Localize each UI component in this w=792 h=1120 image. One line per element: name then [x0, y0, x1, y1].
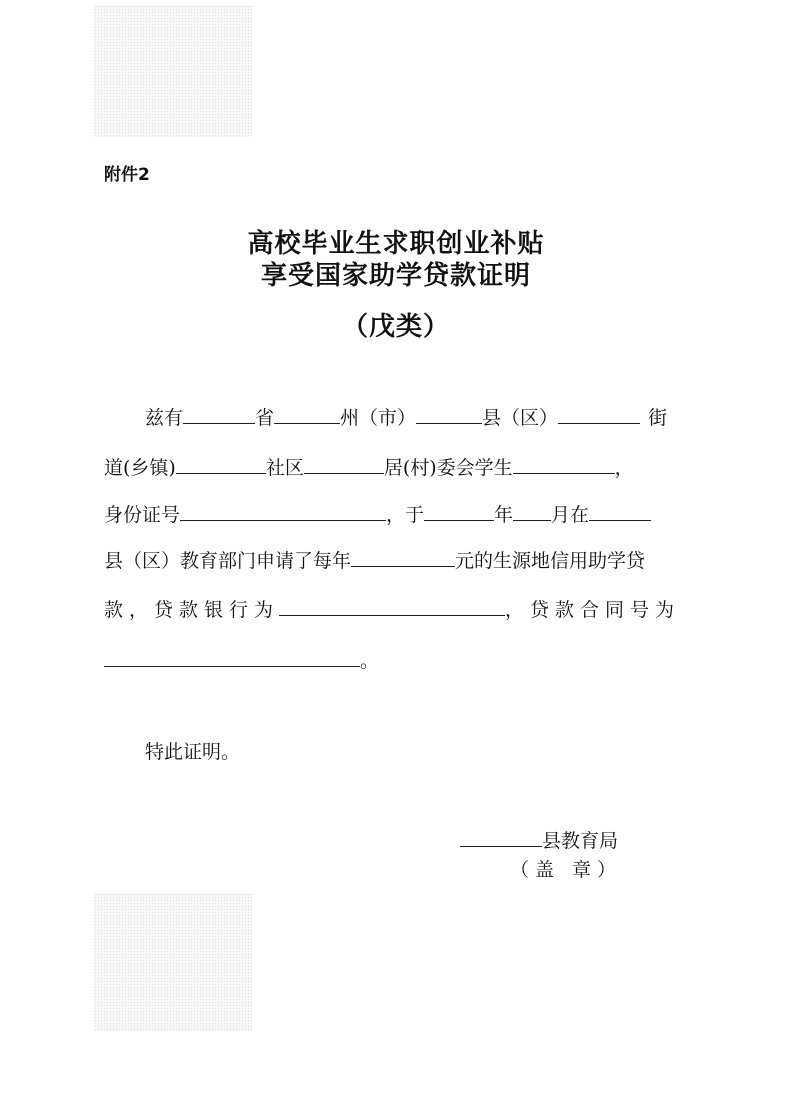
student-name-blank [513, 455, 615, 474]
scan-texture-top [94, 5, 252, 137]
body-text: 身份证号 [104, 504, 181, 526]
body-text: 街 [648, 407, 668, 429]
body-text: 道(乡镇) [104, 457, 176, 479]
bureau-label: 县教育局 [542, 830, 619, 852]
scan-texture-bottom [94, 893, 252, 1031]
province-blank [183, 405, 255, 424]
county-blank [416, 405, 482, 424]
body-line-6 [104, 648, 379, 673]
body-line-1 [145, 405, 667, 430]
seal-label: （盖 章） [510, 859, 623, 881]
body-line-4 [104, 548, 645, 573]
body-text: 月在 [551, 504, 590, 526]
amount-blank [351, 548, 455, 567]
body-text: 州（市） [340, 407, 417, 429]
body-text: 省 [255, 407, 275, 429]
month-blank [513, 502, 551, 521]
community-blank [304, 455, 384, 474]
prefecture-blank [274, 405, 340, 424]
body-line-3 [104, 502, 651, 527]
body-text: ， [614, 457, 634, 479]
county-2-blank [589, 502, 651, 521]
body-text: 元的生源地信用助学贷 [455, 550, 646, 572]
body-text: 县（区）教育部门申请了每年 [104, 550, 352, 572]
body-text: 。 [360, 650, 380, 672]
body-text: ，于 [386, 504, 425, 526]
township-blank [176, 455, 266, 474]
body-text: 县（区） [482, 407, 559, 429]
body-text: ，贷款合同号为 [505, 599, 681, 621]
body-text: 居(村)委会学生 [383, 457, 513, 479]
body-text: 款，贷款银行为 [104, 599, 280, 621]
year-blank [424, 502, 494, 521]
issuing-bureau [460, 826, 618, 853]
id-number-blank [180, 502, 386, 521]
street-blank [558, 405, 640, 424]
closing-statement: 特此证明。 [145, 741, 241, 763]
body-text: 社区 [265, 457, 304, 479]
bureau-county-blank [460, 828, 542, 847]
attachment-label: 附件2 [104, 165, 150, 185]
contract-number-blank [104, 648, 360, 667]
body-line-2 [104, 455, 634, 480]
body-line-5 [104, 597, 680, 622]
body-text: 年 [494, 504, 514, 526]
bank-blank [279, 597, 505, 616]
document-title-line-1: 高校毕业生求职创业补贴 [247, 229, 545, 259]
body-text: 兹有 [145, 407, 184, 429]
document-title-line-2: 享受国家助学贷款证明 [260, 261, 531, 291]
document-category: （戊类） [341, 312, 450, 342]
